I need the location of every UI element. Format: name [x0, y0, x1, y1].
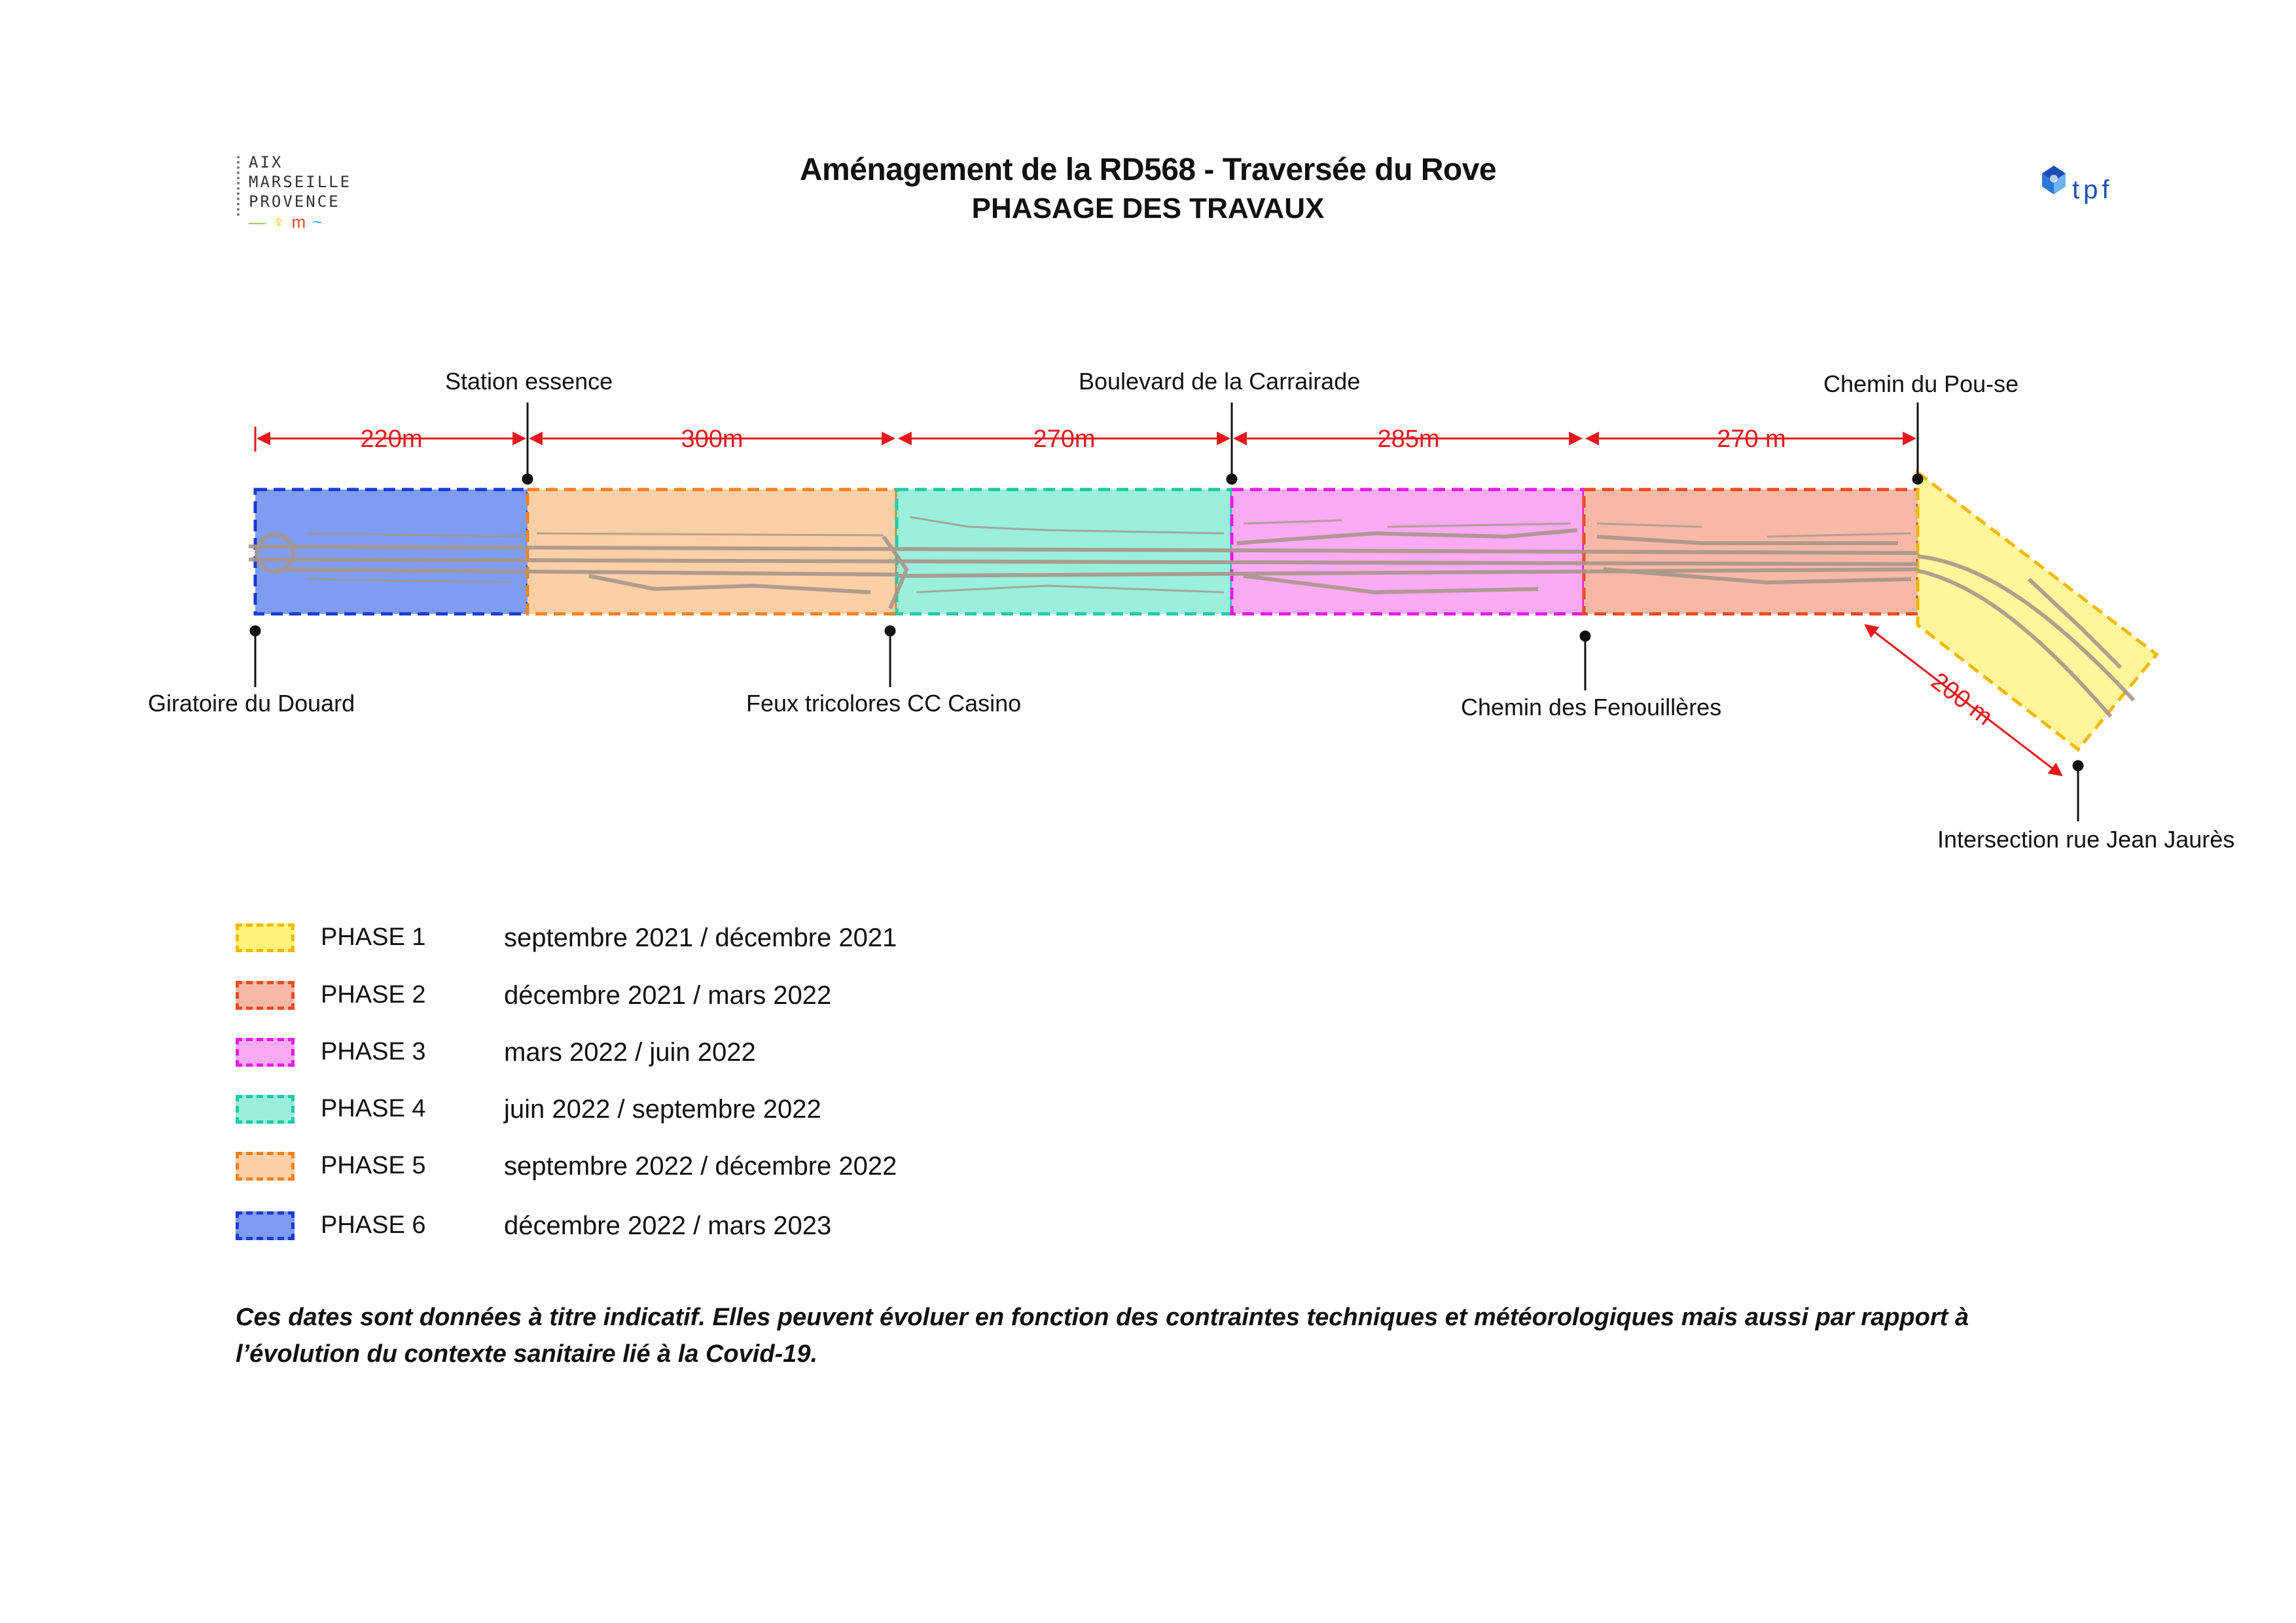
legend-swatch-phase-5 — [236, 1152, 295, 1181]
label-boulevard-carrairade: Boulevard de la Carrairade — [1079, 368, 1361, 395]
label-feux-casino: Feux tricolores CC Casino — [746, 690, 1022, 717]
legend-row-phase-2 — [236, 977, 1283, 1016]
legend-swatch-phase-2 — [236, 981, 295, 1010]
distance-label-270a: 270m — [1033, 425, 1096, 453]
distance-label-220: 220m — [360, 425, 423, 453]
disclaimer-note: Ces dates sont données à titre indicatif. Elles peuvent évoluer en fonction des contraintes techniques et météorologiques mais aussi par rapport à l’évolution du contexte sanitaire lié à la Covid-19. — [236, 1304, 1969, 1368]
distance-label-200: 200 m — [1926, 667, 1998, 731]
legend-row-phase-6 — [236, 1207, 1283, 1247]
logo-word-aix: AIX — [249, 153, 283, 171]
label-intersection-jaures: Intersection rue Jean Jaurès — [1937, 826, 2235, 853]
legend-dates: juin 2022 / septembre 2022 — [504, 1095, 821, 1124]
legend-name: PHASE 4 — [321, 1095, 426, 1122]
logo-word-marseille: MARSEILLE — [249, 173, 352, 191]
legend-dates: septembre 2021 / décembre 2021 — [504, 923, 897, 952]
phase-5-zone — [528, 490, 897, 614]
label-giratoire-douard: Giratoire du Douard — [148, 690, 355, 717]
legend-dates: septembre 2022 / décembre 2022 — [504, 1152, 897, 1181]
phase-6-zone — [255, 490, 528, 614]
logo-word-provence: PROVENCE — [249, 192, 340, 211]
legend-swatch-phase-6 — [236, 1211, 295, 1240]
legend-row-phase-1 — [236, 919, 1283, 959]
legend-swatch-phase-3 — [236, 1038, 295, 1067]
distance-label-300: 300m — [681, 425, 744, 453]
legend-name: PHASE 3 — [321, 1038, 426, 1065]
page-title: Aménagement de la RD568 - Traversée du Rove — [799, 152, 1497, 187]
page-subtitle: PHASAGE DES TRAVAUX — [971, 192, 1325, 224]
legend-name: PHASE 2 — [321, 981, 426, 1008]
legend-swatch-phase-4 — [236, 1095, 295, 1124]
legend-dates: décembre 2021 / mars 2022 — [504, 981, 832, 1010]
legend-dates: décembre 2022 / mars 2023 — [504, 1211, 832, 1240]
legend-row-phase-3 — [236, 1034, 1283, 1073]
legend-dates: mars 2022 / juin 2022 — [504, 1038, 756, 1067]
label-chemin-fenouilleres: Chemin des Fenouillères — [1461, 694, 1722, 721]
legend-name: PHASE 5 — [321, 1152, 426, 1179]
distance-label-285: 285m — [1377, 425, 1440, 453]
label-chemin-pou-se: Chemin du Pou-se — [1823, 370, 2019, 397]
legend-row-phase-5 — [236, 1148, 1283, 1187]
legend-row-phase-4 — [236, 1091, 1283, 1130]
label-station-essence: Station essence — [445, 368, 613, 395]
legend-name: PHASE 1 — [321, 923, 426, 951]
legend-name: PHASE 6 — [321, 1211, 426, 1239]
tpf-wordmark: tpf — [2072, 175, 2113, 204]
legend-swatch-phase-1 — [236, 923, 295, 952]
distance-label-270b: 270 m — [1717, 425, 1786, 453]
logo-glyphs: —♀m~ — [249, 212, 329, 232]
